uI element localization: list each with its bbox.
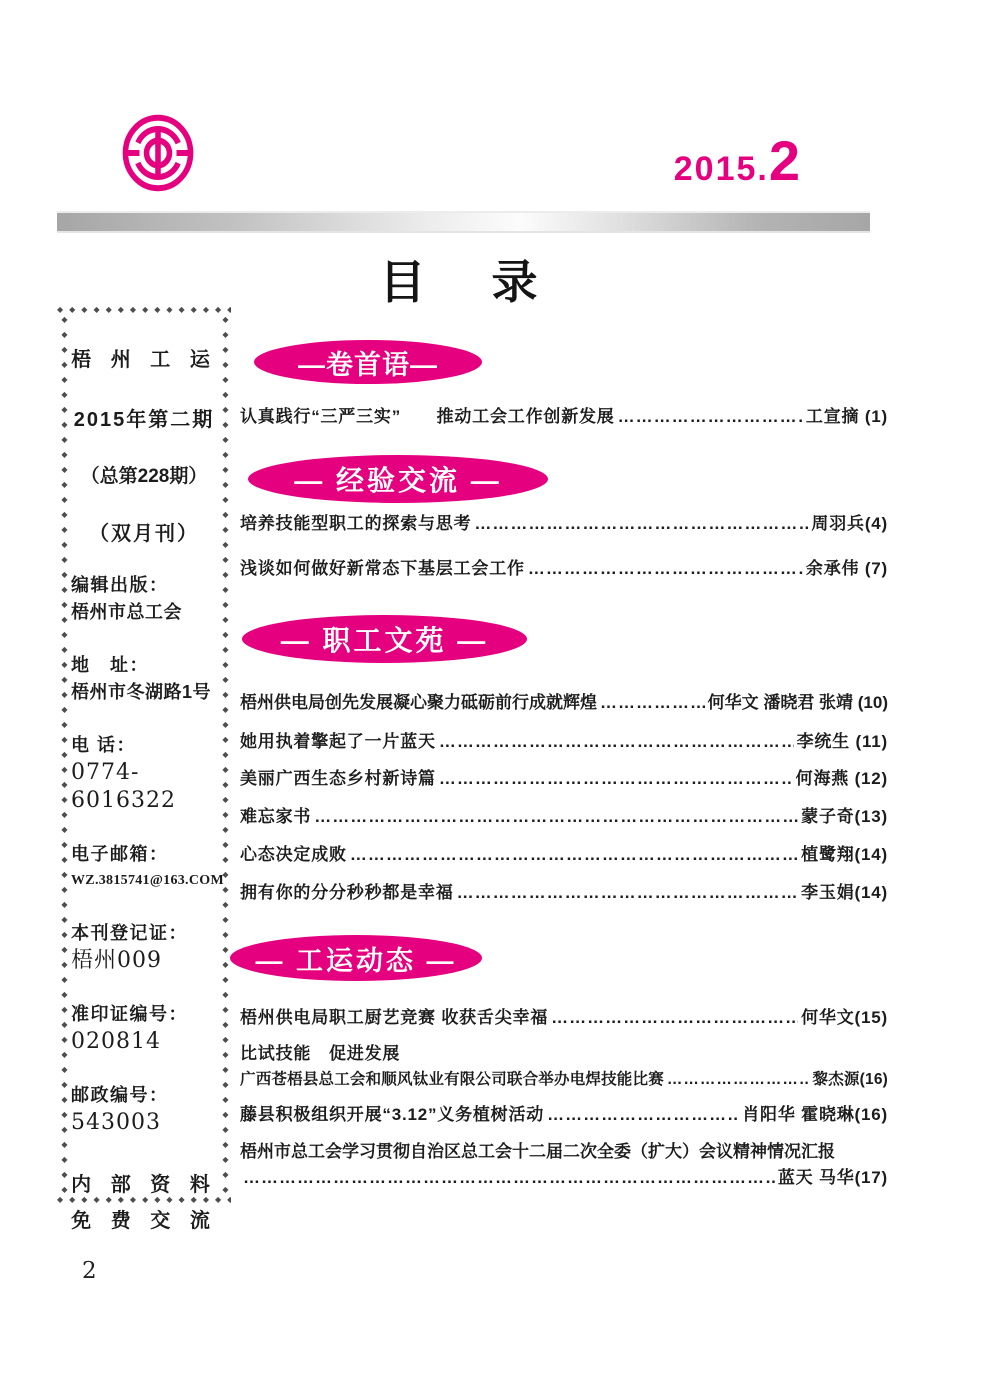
toc-entry: [240, 690, 888, 716]
dot-leader: [474, 511, 808, 537]
entry-author-page: 何海燕 (12): [795, 769, 888, 788]
dot-leader: [350, 842, 798, 868]
address-value: 梧州市冬湖路1号: [71, 682, 212, 702]
entry-author-page: 工宣摘 (1): [805, 407, 888, 426]
toc-entry: [240, 1102, 888, 1128]
postal-value: 543003: [71, 1110, 161, 1135]
entry-title: 梧州市总工会学习贯彻自治区总工会十二届二次全委（扩大）会议精神情况汇报: [240, 1142, 835, 1161]
toc-entry-wrap-line2: [240, 1166, 888, 1190]
permit-block: [71, 1001, 217, 1056]
entry-title: 浅谈如何做好新常态下基层工会工作: [240, 559, 525, 578]
diamond-border-left: [57, 315, 70, 1197]
phone-block: [71, 732, 217, 815]
section-badge-label: — 工运动态 —: [255, 945, 457, 976]
dot-leader: [243, 1166, 775, 1190]
dot-leader: [314, 804, 798, 830]
entry-author-page: 何华文(15): [801, 1008, 888, 1027]
dot-leader: [457, 880, 799, 906]
phone-label: 电 话：: [71, 735, 137, 755]
dot-leader: [528, 556, 803, 582]
toc-title: 目 录: [379, 255, 548, 309]
entry-author-page: 肖阳华 霍晓琳(16): [742, 1105, 888, 1124]
toc-entry-preline: [240, 1042, 888, 1066]
note-line1: 内 部 资 料: [71, 1174, 217, 1196]
dot-leader: [547, 1102, 739, 1128]
entry-author-page: 李统生 (11): [796, 732, 888, 751]
permit-value: 020814: [71, 1029, 161, 1054]
publication-info-box: [57, 305, 231, 1232]
entry-title: 广西苍梧县总工会和顺风钛业有限公司联合举办电焊技能比赛: [240, 1071, 664, 1088]
dot-leader: [600, 690, 705, 716]
section-badge-news: [230, 935, 482, 981]
frequency-label: （双月刊）: [89, 523, 199, 545]
dot-leader: [667, 1068, 810, 1092]
entry-title: 她用执着擎起了一片蓝天: [240, 732, 436, 751]
toc-entry: [240, 511, 888, 537]
entry-title: 藤县积极组织开展“3.12”义务植树活动: [240, 1105, 545, 1124]
page-number: 2: [82, 1258, 97, 1284]
phone-value: 0774-6016322: [71, 760, 176, 813]
dot-leader: [551, 1005, 798, 1031]
toc-entry: [240, 556, 888, 582]
entry-title: 心态决定成败: [240, 845, 347, 864]
dot-leader: [618, 404, 803, 430]
entry-title: 拥有你的分分秒秒都是幸福: [240, 883, 454, 902]
issue-label: 2015年第二期: [73, 409, 215, 431]
address-label: 地 址：: [71, 655, 149, 675]
entry-author-page: 黎杰源(16): [812, 1071, 888, 1088]
section-badge-label: — 经验交流 —: [294, 465, 502, 496]
registration-label: 本刊登记证：: [71, 923, 188, 943]
entry-author-page: 植鹭翔(14): [801, 845, 888, 864]
publisher-label: 编辑出版：: [71, 575, 169, 595]
issue-no-big: 2: [768, 129, 800, 192]
email-value: WZ.3815741@163.COM: [71, 873, 224, 888]
section-badge-literary: [242, 615, 527, 663]
registration-block: [71, 920, 217, 975]
entry-title: 梧州供电局创先发展凝心聚力砥砺前行成就辉煌: [240, 693, 597, 712]
toc-main: [240, 330, 888, 1190]
entry-author-page: 何华文 潘晓君 张靖 (10): [707, 693, 888, 712]
entry-title: 梧州供电局职工厨艺竞赛 收获舌尖幸福: [240, 1008, 549, 1027]
total-issue-label: （总第228期）: [80, 466, 208, 487]
section-badge-label: — 职工文苑 —: [280, 625, 489, 656]
postal-label: 邮政编号：: [71, 1085, 169, 1105]
publisher-block: [71, 572, 217, 626]
dot-leader: [439, 766, 793, 792]
entry-author-page: 周羽兵(4): [811, 514, 888, 533]
issue-year: 2015.: [673, 150, 769, 188]
email-block: [71, 841, 224, 894]
toc-entry-wrap-line1: [240, 1140, 888, 1164]
registration-value: 梧州009: [71, 948, 162, 973]
issue-number: [600, 128, 800, 209]
toc-entry: [240, 804, 888, 830]
magazine-title: 梧 州 工 运: [71, 349, 217, 371]
toc-entry: [240, 1005, 888, 1031]
entry-title: 培养技能型职工的探索与思考: [240, 514, 472, 533]
section-badge-experience: [248, 455, 548, 503]
toc-entry: [240, 404, 888, 430]
entry-author-page: 蓝天 马华(17): [777, 1168, 888, 1187]
publisher-value: 梧州市总工会: [71, 602, 182, 622]
note-line2: 免 费 交 流: [71, 1210, 217, 1232]
section-badge-preface: [254, 340, 482, 384]
address-block: [71, 652, 217, 706]
diamond-border-top: [57, 305, 231, 317]
entry-title: 美丽广西生态乡村新诗篇: [240, 769, 436, 788]
dot-leader: [439, 729, 794, 755]
divider-bar: [57, 211, 870, 233]
postal-block: [71, 1082, 217, 1137]
toc-entry: [240, 1068, 888, 1092]
internal-material-note: [71, 1167, 217, 1239]
toc-entry: [240, 842, 888, 868]
permit-label: 准印证编号：: [71, 1004, 188, 1024]
toc-entry: [240, 766, 888, 792]
toc-entry: [240, 880, 888, 906]
entry-title: 比试技能 促进发展: [240, 1044, 401, 1063]
section-badge-label: —卷首语—: [298, 349, 438, 380]
trade-union-logo-icon: [121, 113, 195, 193]
entry-author-page: 余承伟 (7): [805, 559, 888, 578]
entry-title: 认真践行“三严三实” 推动工会工作创新发展: [240, 407, 615, 426]
diamond-border-right: [218, 315, 231, 1197]
email-label: 电子邮箱：: [71, 844, 169, 864]
toc-entry: [240, 729, 888, 755]
entry-author-page: 李玉娟(14): [801, 883, 888, 902]
entry-author-page: 蒙子奇(13): [801, 807, 888, 826]
entry-title: 难忘家书: [240, 807, 312, 826]
